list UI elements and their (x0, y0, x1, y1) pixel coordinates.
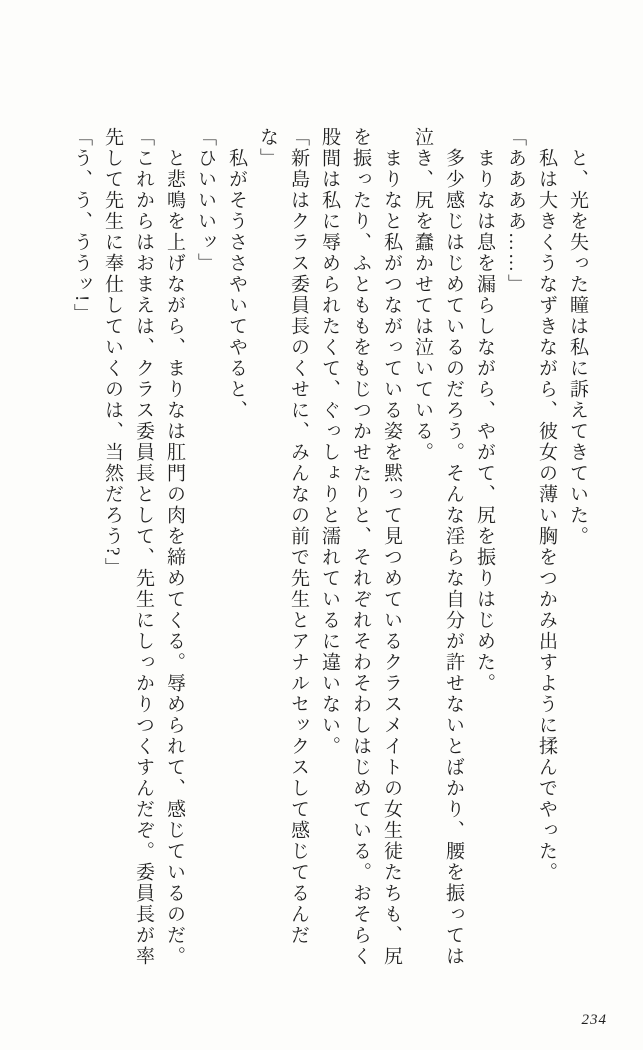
paragraph: 多少感じはじめているのだろう。そんな淫らな自分が許せないとばかり、腰を振っては泣き、尻を蠢かせては泣いている。 (412, 127, 464, 967)
paragraph: まりなと私がつながっている姿を黙って見つめているクラスメイトの女生徒たちも、尻を振ったり、ふとももをもじつかせたりと、それぞれそわそわしはじめている。おそらく股間は私に辱められたくて、ぐっしょりと濡れているに違いない。 (319, 127, 402, 967)
vertical-body-text (66, 127, 593, 970)
paragraph: 私は大きくうなずきながら、彼女の薄い胸をつかみ出すように揉んでやった。 (536, 148, 557, 883)
paragraph: 「ああああ……」 (505, 127, 526, 295)
paragraph: 私がそうささやいてやると、 (226, 148, 247, 421)
paragraph: 「これからはおまえは、クラス委員長として、先生にしっかりつくすんだぞ。委員長が率先して先生に奉仕していくのは、当然だろう?」 (102, 127, 154, 967)
paragraph: と、光を失った瞳は私に訴えてきていた。 (567, 148, 588, 547)
paragraph: まりなは息を漏らしながら、やがて、尻を振りはじめた。 (474, 148, 495, 694)
page-number: 234 (581, 1012, 607, 1028)
paragraph: 「ひいいいッ」 (195, 127, 216, 274)
paragraph: 「う、う、ううッ!」 (71, 127, 92, 325)
paragraph: 「新島はクラス委員長のくせに、みんなの前で先生とアナルセックスして感じてるんだな」 (257, 127, 309, 946)
paragraph: と悲鳴を上げながら、まりなは肛門の肉を締めてくる。辱められて、感じているのだ。 (164, 148, 185, 967)
